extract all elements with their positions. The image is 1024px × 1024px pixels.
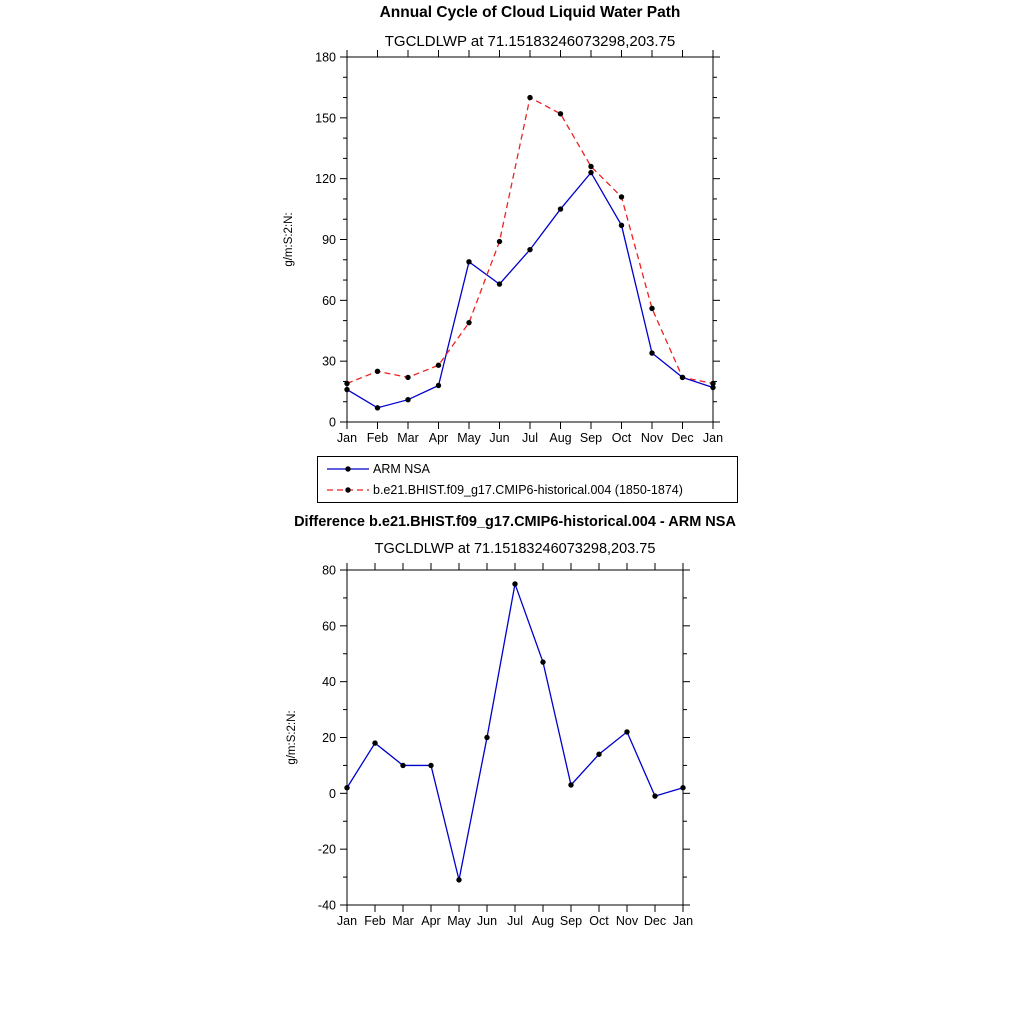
svg-text:180: 180 (315, 50, 336, 65)
svg-text:Apr: Apr (421, 914, 441, 928)
svg-text:0: 0 (329, 415, 336, 430)
svg-text:Jan: Jan (336, 914, 358, 928)
series-line-0-0 (347, 173, 713, 408)
svg-text:Mar: Mar (397, 431, 419, 445)
svg-text:-20: -20 (317, 842, 336, 857)
svg-text:120: 120 (315, 172, 336, 187)
series-markers-0-0 (344, 170, 715, 411)
svg-text:Dec: Dec (643, 914, 667, 928)
tick-labels (318, 564, 693, 929)
svg-text:Feb: Feb (366, 431, 389, 445)
y-axis-label: g/m:S:2:N: (283, 212, 295, 267)
svg-text:Jul: Jul (522, 431, 538, 445)
arm-nsa-line-sample-icon (325, 463, 371, 475)
svg-text:Jan: Jan (672, 914, 694, 928)
axes (340, 563, 690, 912)
series-line-1-0 (347, 584, 683, 880)
svg-text:20: 20 (322, 731, 336, 745)
svg-text:Oct: Oct (589, 914, 609, 928)
svg-text:0: 0 (329, 786, 336, 801)
difference-title: Difference b.e21.BHIST.f09_g17.CMIP6-historical.004 - ARM NSA (294, 514, 736, 530)
svg-text:90: 90 (322, 233, 336, 247)
svg-text:Jun: Jun (476, 914, 498, 928)
svg-text:60: 60 (322, 619, 336, 634)
svg-text:Aug: Aug (549, 431, 572, 445)
annual-cycle-title: Annual Cycle of Cloud Liquid Water Path (379, 4, 681, 21)
legend-box (317, 456, 738, 503)
svg-text:Jun: Jun (489, 431, 510, 445)
series-markers-0-1 (344, 95, 715, 386)
svg-text:Jul: Jul (507, 914, 523, 928)
svg-text:Dec: Dec (671, 431, 694, 445)
svg-text:150: 150 (315, 111, 336, 126)
legend-label-model: b.e21.BHIST.f09_g17.CMIP6-historical.004 (1850-1874) (373, 483, 683, 497)
annual-cycle-subtitle: TGCLDLWP at 71.15183246073298,203.75 (384, 33, 676, 50)
chart-plot-1 (286, 563, 693, 928)
svg-text:40: 40 (322, 675, 336, 690)
svg-text:Mar: Mar (392, 914, 414, 928)
model-line-sample-icon (325, 484, 371, 496)
series-markers-1-0 (344, 581, 685, 882)
y-axis-label: g/m:S:2:N: (286, 710, 298, 765)
legend-item-arm-nsa (325, 460, 737, 478)
chart-plot-0 (283, 50, 723, 445)
svg-text:Jan: Jan (336, 431, 358, 445)
svg-text:Aug: Aug (531, 914, 555, 928)
svg-text:30: 30 (322, 354, 336, 369)
series-line-0-1 (347, 98, 713, 384)
tick-labels (315, 51, 723, 446)
svg-text:Apr: Apr (428, 431, 449, 445)
svg-text:80: 80 (322, 563, 336, 578)
svg-text:60: 60 (322, 293, 336, 308)
svg-text:Nov: Nov (640, 431, 664, 445)
svg-text:May: May (447, 914, 471, 928)
svg-text:Oct: Oct (611, 431, 632, 445)
svg-text:Sep: Sep (559, 914, 583, 928)
svg-text:Nov: Nov (615, 914, 639, 928)
svg-text:May: May (457, 431, 481, 445)
svg-text:Jan: Jan (702, 431, 724, 445)
svg-text:Feb: Feb (364, 914, 386, 928)
legend-item-model (325, 481, 737, 499)
legend-label-arm-nsa: ARM NSA (373, 462, 430, 476)
svg-text:Sep: Sep (579, 431, 603, 445)
svg-text:-40: -40 (317, 898, 336, 913)
axes (340, 50, 720, 429)
difference-subtitle: TGCLDLWP at 71.15183246073298,203.75 (374, 541, 656, 557)
